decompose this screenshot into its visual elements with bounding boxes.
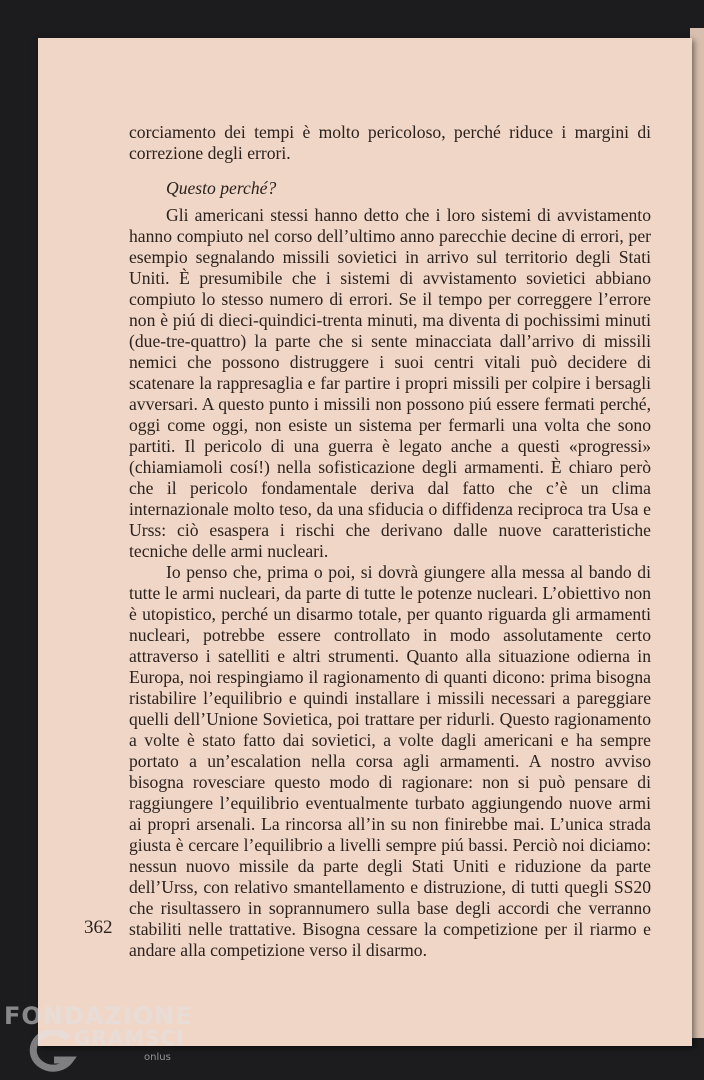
page-number: 362 xyxy=(84,917,113,938)
watermark-line2: GRAMSCI xyxy=(74,1026,185,1050)
watermark-line1: FONDAZIONE xyxy=(4,1002,193,1030)
interview-question: Questo perché? xyxy=(166,178,277,198)
watermark-logo xyxy=(0,998,240,1080)
next-page-edge xyxy=(690,28,704,1038)
page-text xyxy=(129,122,651,961)
paragraph-continuation: corciamento dei tempi è molto pericoloso, perché riduce i margini di correzione degli errori. xyxy=(129,122,651,163)
paragraph-answer-1: Gli americani stessi hanno detto che i loro sistemi di avvistamento hanno compiuto nel corso dell’ultimo anno parecchie decine di errori, per esempio segnalando missili sovietici in arrivo sul territorio degli Stati Uniti. È presumibile che i sistemi di avvistamento sovietici abbiano compiuto lo stesso numero di errori. Se il tempo per correggere l’errore non è piú di dieci-quindici-trenta minuti, ma diventa di pochissimi minuti (due-tre-quattro) la parte che si sente minacciata dall’arrivo di missili nemici che possono distruggere i suoi centri vitali può decidere di scatenare la rappresaglia e far partire i propri missili per colpire i bersagli avversari. A questo punto i missili non possono piú essere fermati perché, oggi come oggi, non esiste un sistema per fermarli una volta che sono partiti. Il pericolo di una guerra è legato anche a questi «progressi» (chiamiamoli cosí!) nella sofisticazione degli armamenti. È chiaro però che il pericolo fondamentale deriva dal fatto che c’è un clima internazionale molto teso, da una sfiducia o diffidenza reciproca tra Usa e Urss: ciò esaspera i rischi che derivano dalle nuove caratteristiche tecniche delle armi nucleari. xyxy=(129,205,651,561)
gramsci-g-icon xyxy=(26,1030,78,1074)
book-page xyxy=(38,38,692,1046)
paragraph-answer-2: Io penso che, prima o poi, si dovrà giungere alla messa al bando di tutte le armi nucleari, da parte di tutte le potenze nucleari. L’obiettivo non è utopistico, perché un disarmo totale, per quanto riguarda gli armamenti nucleari, potrebbe essere controllato in modo assolutamente certo attraverso i satelliti e altri strumenti. Quanto alla situazione odierna in Europa, noi respingiamo il ragionamento di quanti dicono: prima bisogna ristabilire l’equilibrio e quindi installare i missili necessari a pareggiare quelli dell’Unione Sovietica, poi trattare per ridurli. Questo ragionamento a volte è stato fatto dai sovietici, a volte dagli americani e ha sempre portato a un’escalation nella corsa agli armamenti. A nostro avviso bisogna rovesciare questo modo di ragionare: non si può pensare di raggiungere l’equilibrio eventualmente turbato aggiungendo nuove armi ai propri arsenali. La rincorsa all’in su non finirebbe mai. L’unica strada giusta è cercare l’equilibrio a livelli sempre piú bassi. Perciò noi diciamo: nessun nuovo missile da parte degli Stati Uniti e riduzione da parte dell’Urss, con relativo smantellamento e distruzione, di tutti quegli SS20 che risultassero in soprannumero sulla base degli accordi che verranno stabiliti nelle trattative. Bisogna cessare la competizione per il riarmo e andare alla competizione verso il disarmo. xyxy=(129,562,651,960)
watermark-suffix: onlus xyxy=(144,1052,171,1063)
